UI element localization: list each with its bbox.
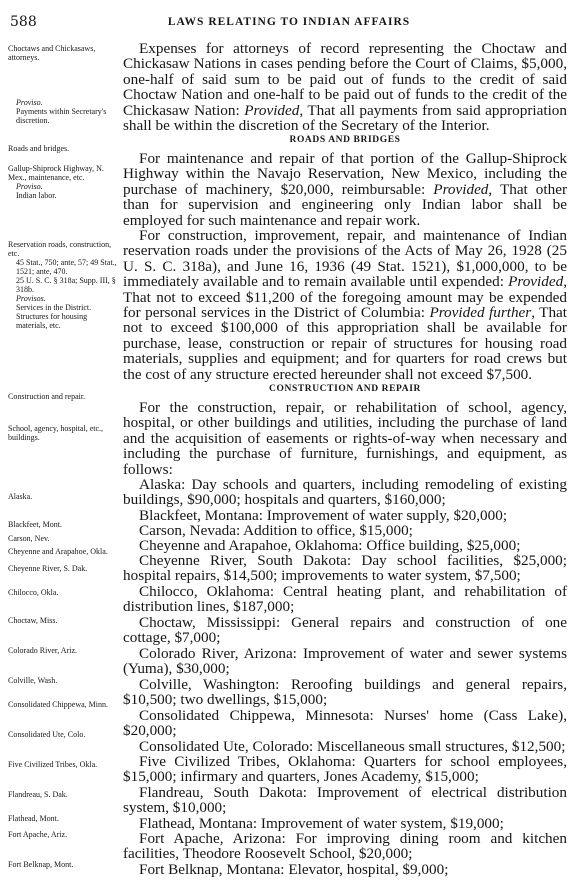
page-header [10, 14, 568, 30]
margin-note [8, 814, 120, 823]
paragraph-reservation-roads [123, 228, 567, 382]
paragraph-text: Expenses for attorneys of record representing the Choctaw and Chickasaw Nations in cases pending before the Court of Claims, $5,000, one-half of said sum to be paid out of funds to the credit of said Choctaw Nation and one-half to be paid out of funds to the credit of the Chickasaw Nation: [123, 40, 567, 119]
section-heading-roads: ROADS AND BRIDGES [289, 135, 401, 145]
paragraph-text: Choctaw, Mississippi: General repairs and construction of one cottage, $7,000; [123, 614, 567, 647]
paragraph-text: Cheyenne River, South Dakota: Day school facilities, $25,000; hospital repairs, $14,500; improvements to water system, $7,500; [123, 552, 567, 585]
margin-note-text: Alaska. [8, 492, 33, 501]
margin-note-text: Construction and repair. [8, 392, 86, 401]
margin-note [8, 760, 120, 769]
section-heading-construction: CONSTRUCTION AND REPAIR [269, 384, 421, 394]
paragraph-text: Colville, Washington: Reroofing buildings and general repairs, $10,500; two dwellings, $15,000; [123, 676, 567, 709]
margin-note-text: Services in the District. [16, 303, 92, 312]
paragraph-text: Flathead, Montana: Improvement of water system, $19,000; [139, 815, 504, 832]
margin-note-proviso: Provisos. [16, 294, 46, 303]
margin-note [8, 534, 120, 543]
paragraph-cheyenne-river [123, 553, 567, 584]
margin-note [8, 700, 120, 709]
paragraph-fort-belknap [123, 862, 567, 877]
margin-note [8, 860, 120, 869]
margin-note [8, 520, 120, 529]
paragraph-text: For maintenance and repair of that portion of the Gallup-Shiprock Highway within the Navajo Reservation, New Mexico, including the purchase of machinery, $20,000, reimbursable: [123, 150, 567, 198]
margin-note-text: Choctaw, Miss. [8, 616, 58, 625]
margin-note-text: Consolidated Ute, Colo. [8, 730, 86, 739]
margin-note [8, 676, 120, 685]
margin-note-text: Roads and bridges. [8, 144, 70, 153]
margin-note-text: Reservation roads, construction, etc. [8, 240, 112, 258]
paragraph-flandreau [123, 785, 567, 816]
margin-note [8, 730, 120, 739]
paragraph-alaska [123, 477, 567, 508]
paragraph-text: Chilocco, Oklahoma: Central heating plant, and rehabilitation of distribution lines, $187,000; [123, 583, 567, 616]
margin-note [8, 588, 120, 597]
proviso-term: Provided further [429, 304, 532, 322]
paragraph-five-civilized-tribes [123, 754, 567, 785]
paragraph-gallup-shiprock [123, 151, 567, 228]
paragraph-attorneys [123, 41, 567, 133]
running-head: LAWS RELATING TO INDIAN AFFAIRS [167, 16, 411, 28]
paragraph-chilocco [123, 584, 567, 615]
margin-note [8, 392, 120, 401]
margin-note-citation: 25 U. S. C. § 318a; Supp. III, § 318b. [16, 276, 116, 294]
paragraph-text: Fort Apache, Arizona: For improving dining room and kitchen facilities, Theodore Roosevelt School, $20,000; [123, 830, 567, 863]
paragraph-text: Five Civilized Tribes, Oklahoma: Quarters for school employees, $15,000; infirmary and quarters, Jones Academy, $15,000; [123, 753, 567, 786]
margin-note-text: Five Civilized Tribes, Okla. [8, 760, 98, 769]
margin-note [8, 830, 120, 839]
margin-note [8, 240, 120, 330]
proviso-term: Provided [244, 101, 300, 119]
margin-note [8, 790, 120, 799]
margin-note [8, 646, 120, 655]
paragraph-text: , That not to exceed $11,200 of the foregoing amount may be expended for personal services in the District of Columbia: [123, 273, 567, 322]
paragraph-construction-intro [123, 400, 567, 477]
margin-note-text: Colorado River, Ariz. [8, 646, 77, 655]
paragraph-text: Carson, Nevada: Addition to office, $15,000; [139, 522, 413, 539]
margin-note [8, 547, 120, 556]
paragraph-text: Colorado River, Arizona: Improvement of water and sewer systems (Yuma), $30,000; [123, 645, 567, 678]
margin-note-text: Payments within Secretary's discretion. [16, 107, 107, 125]
paragraph-choctaw [123, 615, 567, 646]
margin-note [8, 164, 120, 200]
margin-note-text: Fort Belknap, Mont. [8, 860, 74, 869]
margin-note [8, 616, 120, 625]
margin-note [8, 144, 120, 153]
page-number: 588 [10, 14, 37, 30]
margin-note [8, 564, 120, 573]
paragraph-text: Blackfeet, Montana: Improvement of water supply, $20,000; [139, 507, 508, 524]
proviso-term: Provided [433, 180, 489, 198]
paragraph-text: Alaska: Day schools and quarters, including remodeling of existing buildings, $90,000; hospitals and quarters, $160,000; [123, 476, 567, 509]
proviso-term: Provided [508, 273, 564, 291]
margin-note-text: School, agency, hospital, etc., buildings. [8, 424, 104, 442]
margin-note-text: Gallup-Shiprock Highway, N. Mex., maintenance, etc. [8, 164, 104, 182]
margin-note-text: Cheyenne and Arapahoe, Okla. [8, 547, 108, 556]
paragraph-text: For the construction, repair, or rehabilitation of school, agency, hospital, or other buildings and utilities, including the purchase of land and the acquisition of easements or rights-of-way when necessary and including the purchase of furniture, furnishings, and equipment, as follows: [123, 399, 567, 478]
paragraph-text: Consolidated Ute, Colorado: Miscellaneous small structures, $12,500; [139, 738, 566, 755]
margin-note-proviso: Proviso. [16, 182, 43, 191]
margin-note-text: Cheyenne River, S. Dak. [8, 564, 88, 573]
margin-note-text: Blackfeet, Mont. [8, 520, 62, 529]
paragraph-text: , That other than for supervision and engineering only Indian labor shall be employed for such maintenance and repair work. [123, 180, 568, 229]
margin-note-text: Chilocco, Okla. [8, 588, 59, 597]
margin-note-citation: 45 Stat., 750; ante, 57; 49 Stat., 1521; ante, 470. [16, 258, 117, 276]
paragraph-text: Cheyenne and Arapahoe, Oklahoma: Office building, $25,000; [139, 537, 521, 554]
margin-note-text: Indian labor. [16, 191, 57, 200]
margin-note-text: Fort Apache, Ariz. [8, 830, 68, 839]
margin-note-text: Flathead, Mont. [8, 814, 59, 823]
margin-note [8, 98, 120, 125]
margin-note [8, 424, 120, 442]
margin-note-text: Structures for housing materials, etc. [16, 312, 88, 330]
margin-note-text: Carson, Nev. [8, 534, 50, 543]
margin-note-text: Flandreau, S. Dak. [8, 790, 68, 799]
margin-note-text: Colville, Wash. [8, 676, 58, 685]
paragraph-colorado-river [123, 646, 567, 677]
margin-note-text: Consolidated Chippewa, Minn. [8, 700, 108, 709]
paragraph-text: Flandreau, South Dakota: Improvement of electrical distribution system, $10,000; [123, 784, 567, 817]
margin-note [8, 44, 120, 62]
paragraph-text: , That all payments from said appropriation shall be within the discretion of the Secretary of the Interior. [123, 101, 567, 135]
paragraph-text: Consolidated Chippewa, Minnesota: Nurses' home (Cass Lake), $20,000; [123, 707, 567, 740]
paragraph-chippewa [123, 708, 567, 739]
paragraph-text: For construction, improvement, repair, and maintenance of Indian reservation roads under the provisions of the Acts of May 26, 1928 (25 U. S. C. 318a), and June 16, 1936 (49 Stat. 1521), $1,000,000, to be immediately available and to remain available until expended: [123, 227, 567, 291]
paragraph-fort-apache [123, 831, 567, 862]
margin-note [8, 492, 120, 501]
margin-note-proviso: Proviso. [16, 98, 43, 107]
paragraph-text: Fort Belknap, Montana: Elevator, hospital, $9,000; [139, 861, 449, 878]
paragraph-colville [123, 677, 567, 708]
margin-note-text: Choctaws and Chickasaws, attorneys. [8, 44, 96, 62]
paragraph-text: , That not to exceed $100,000 of this appropriation shall be available for purchase, lease, construction or repair of structures for housing road materials, supplies and equipment; and for quarters for road crews but the cost of any structure erected hereunder shall not exceed $7,500. [123, 304, 568, 383]
